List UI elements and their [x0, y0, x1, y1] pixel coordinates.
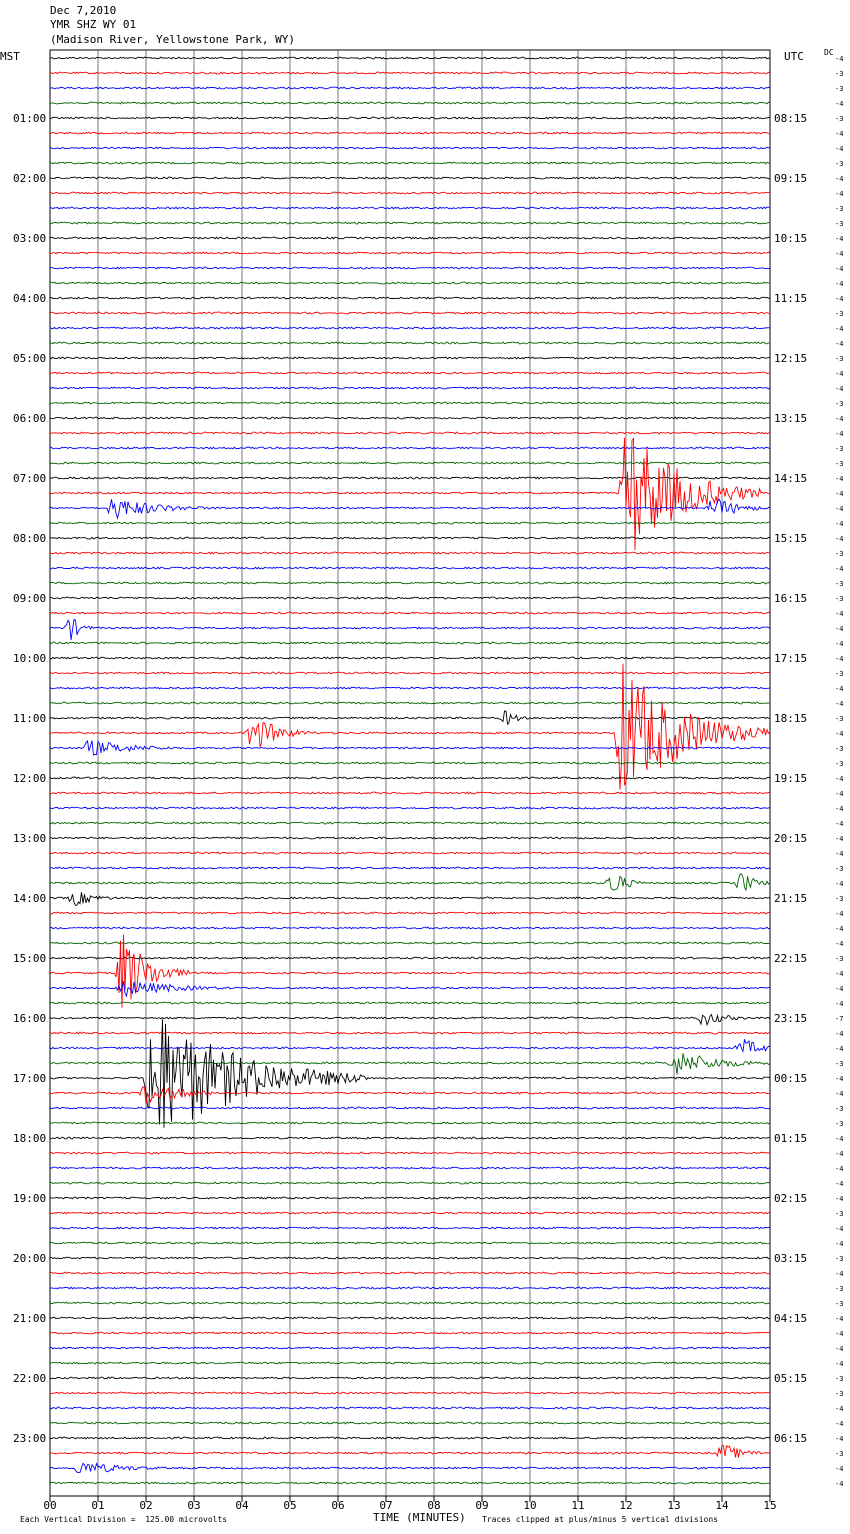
station-label: YMR SHZ WY 01 [50, 18, 137, 31]
trace-row [50, 147, 770, 149]
trace-row [50, 664, 770, 790]
trace-row [50, 597, 770, 599]
hour-label-utc: 11:15 [774, 292, 808, 305]
trace-row [50, 942, 770, 944]
trace-row [50, 1197, 770, 1199]
trace-offset-label: -3 [835, 115, 844, 123]
trace-offset-label: -3 [835, 865, 844, 873]
trace-offset-label: -4 [835, 1180, 844, 1188]
trace-offset-label: -4 [835, 1315, 844, 1323]
x-tick-label: 12 [619, 1499, 633, 1512]
trace-offset-label: -4 [835, 1330, 844, 1338]
trace-row [50, 1152, 770, 1154]
trace-row [50, 312, 770, 314]
plot-date: Dec 7,2010 [50, 4, 117, 17]
trace-offset-label: -4 [835, 295, 844, 303]
trace-row [50, 1019, 770, 1127]
trace-offset-label: -3 [835, 355, 844, 363]
trace-offset-label: -3 [835, 70, 844, 78]
trace-offset-label: -3 [835, 1105, 844, 1113]
trace-offset-label: -4 [835, 925, 844, 933]
hour-label-mst: 15:00 [13, 952, 47, 965]
trace-offset-label: -4 [835, 370, 844, 378]
hour-label-mst: 19:00 [13, 1192, 47, 1205]
trace-row [50, 1317, 770, 1319]
trace-offset-label: -3 [835, 760, 844, 768]
hour-label-utc: 02:15 [774, 1192, 808, 1205]
trace-offset-label: -4 [835, 1435, 844, 1443]
trace-row [50, 177, 770, 179]
trace-row [50, 1437, 770, 1439]
hour-label-mst: 18:00 [13, 1132, 47, 1145]
hour-label-utc: 20:15 [774, 832, 808, 845]
trace-row [50, 762, 770, 764]
trace-offset-label: -4 [835, 55, 844, 63]
hour-label-mst: 11:00 [13, 712, 47, 725]
trace-offset-label: -4 [835, 565, 844, 573]
x-tick-label: 15 [763, 1499, 777, 1512]
trace-row [50, 619, 770, 640]
trace-offset-label: -4 [835, 1405, 844, 1413]
trace-row [50, 672, 770, 674]
trace-offset-label: -4 [835, 1165, 844, 1173]
trace-row [50, 102, 770, 104]
trace-offset-label: -4 [835, 850, 844, 858]
hour-label-utc: 05:15 [774, 1372, 808, 1385]
trace-offset-label: -4 [835, 1135, 844, 1143]
trace-row [50, 837, 770, 839]
trace-offset-label: -3 [835, 1390, 844, 1398]
trace-offset-label: -4 [835, 130, 844, 138]
trace-row [50, 432, 770, 434]
trace-row [50, 342, 770, 344]
trace-row [50, 741, 770, 756]
trace-row [50, 1257, 770, 1259]
trace-offset-label: -3 [835, 445, 844, 453]
trace-offset-label: -4 [835, 1090, 844, 1098]
trace-offset-label: -3 [835, 205, 844, 213]
trace-offset-label: -4 [835, 1030, 844, 1038]
trace-row [50, 1227, 770, 1229]
trace-offset-label: -4 [835, 1075, 844, 1083]
x-tick-label: 05 [283, 1499, 297, 1512]
hour-label-utc: 06:15 [774, 1432, 808, 1445]
x-tick-label: 13 [667, 1499, 681, 1512]
trace-row [50, 327, 770, 329]
trace-offset-label: -4 [835, 340, 844, 348]
trace-offset-label: -7 [835, 1015, 844, 1023]
trace-offset-label: -4 [835, 265, 844, 273]
x-tick-label: 02 [139, 1499, 153, 1512]
hour-label-mst: 03:00 [13, 232, 47, 245]
trace-row [50, 357, 770, 359]
hour-label-mst: 17:00 [13, 1072, 47, 1085]
trace-row [50, 477, 770, 479]
trace-offset-label: -4 [835, 790, 844, 798]
trace-row [50, 57, 770, 59]
trace-offset-label: -3 [835, 1285, 844, 1293]
trace-offset-label: -4 [835, 505, 844, 513]
clip-note: Traces clipped at plus/minus 5 vertical divisions [482, 1515, 719, 1524]
trace-row [50, 892, 770, 905]
hour-label-utc: 13:15 [774, 412, 808, 425]
trace-offset-label: -4 [835, 1270, 844, 1278]
trace-row [50, 438, 770, 550]
trace-row [50, 1362, 770, 1364]
trace-offset-label: -4 [835, 250, 844, 258]
trace-row [50, 222, 770, 224]
trace-row [50, 1392, 770, 1394]
trace-row [50, 612, 770, 614]
trace-row [50, 1287, 770, 1289]
trace-row [50, 462, 770, 464]
hour-label-utc: 21:15 [774, 892, 808, 905]
trace-offset-label: -3 [835, 715, 844, 723]
trace-offset-label: -4 [835, 100, 844, 108]
trace-offset-label: -3 [835, 160, 844, 168]
trace-offset-label: -4 [835, 1360, 844, 1368]
x-tick-label: 10 [523, 1499, 537, 1512]
x-tick-label: 01 [91, 1499, 105, 1512]
trace-offset-label: -4 [835, 1195, 844, 1203]
trace-row [50, 522, 770, 524]
trace-row [50, 687, 770, 689]
trace-offset-label: -4 [835, 775, 844, 783]
trace-offset-label: -4 [835, 145, 844, 153]
trace-row [50, 1182, 770, 1184]
x-tick-label: 03 [187, 1499, 201, 1512]
trace-offset-label: -4 [835, 880, 844, 888]
trace-row [50, 1039, 770, 1051]
trace-row [50, 807, 770, 809]
hour-label-utc: 23:15 [774, 1012, 808, 1025]
trace-row [50, 252, 770, 254]
trace-row [50, 117, 770, 119]
trace-offset-label: -4 [835, 520, 844, 528]
right-timezone-label: UTC [784, 50, 804, 63]
trace-offset-label: -4 [835, 820, 844, 828]
trace-row [50, 282, 770, 284]
x-tick-label: 09 [475, 1499, 489, 1512]
x-tick-label: 00 [43, 1499, 57, 1512]
hour-label-mst: 22:00 [13, 1372, 47, 1385]
trace-row [50, 867, 770, 869]
hour-label-utc: 19:15 [774, 772, 808, 785]
trace-offset-label: -4 [835, 1480, 844, 1488]
hour-label-utc: 22:15 [774, 952, 808, 965]
trace-row [50, 792, 770, 794]
trace-row [50, 87, 770, 89]
trace-row [50, 1167, 770, 1169]
trace-offset-label: -4 [835, 940, 844, 948]
hour-label-mst: 06:00 [13, 412, 47, 425]
trace-offset-label: -4 [835, 730, 844, 738]
trace-offset-label: -3 [835, 1120, 844, 1128]
trace-offset-label: -3 [835, 580, 844, 588]
x-tick-label: 08 [427, 1499, 441, 1512]
trace-offset-label: -4 [835, 385, 844, 393]
hour-label-mst: 13:00 [13, 832, 47, 845]
hour-label-utc: 00:15 [774, 1072, 808, 1085]
hour-label-utc: 14:15 [774, 472, 808, 485]
trace-row [50, 1002, 770, 1004]
trace-row [50, 1332, 770, 1334]
trace-row [50, 1122, 770, 1124]
hour-label-utc: 17:15 [774, 652, 808, 665]
trace-offset-label: -4 [835, 1240, 844, 1248]
hour-label-utc: 08:15 [774, 112, 808, 125]
location-label: (Madison River, Yellowstone Park, WY) [50, 33, 296, 46]
hour-label-mst: 16:00 [13, 1012, 47, 1025]
trace-row [50, 934, 770, 1007]
trace-offset-label: -4 [835, 805, 844, 813]
hour-label-mst: 05:00 [13, 352, 47, 365]
trace-offset-label: -4 [835, 985, 844, 993]
hour-label-utc: 04:15 [774, 1312, 808, 1325]
trace-offset-label: -4 [835, 490, 844, 498]
trace-row [50, 162, 770, 164]
trace-offset-label: -3 [835, 85, 844, 93]
left-timezone-label: MST [0, 50, 20, 63]
hour-label-utc: 03:15 [774, 1252, 808, 1265]
hour-label-mst: 23:00 [13, 1432, 47, 1445]
trace-offset-label: -3 [835, 460, 844, 468]
trace-offset-label: -3 [835, 1255, 844, 1263]
trace-offset-label: -4 [835, 175, 844, 183]
hour-label-utc: 01:15 [774, 1132, 808, 1145]
trace-row [50, 567, 770, 569]
hour-label-mst: 10:00 [13, 652, 47, 665]
hour-label-utc: 16:15 [774, 592, 808, 605]
trace-offset-label: -4 [835, 1000, 844, 1008]
trace-offset-label: -3 [835, 1210, 844, 1218]
trace-row [50, 927, 770, 929]
trace-offset-label: -3 [835, 1375, 844, 1383]
trace-offset-label: -4 [835, 415, 844, 423]
hour-label-mst: 21:00 [13, 1312, 47, 1325]
trace-offset-label: -4 [835, 625, 844, 633]
trace-row [50, 1463, 770, 1472]
trace-offset-label: -3 [835, 1450, 844, 1458]
trace-row [50, 1482, 770, 1484]
scale-note: Each Vertical Division = 125.00 microvolts [20, 1515, 228, 1524]
trace-row [50, 297, 770, 299]
hour-label-mst: 01:00 [13, 112, 47, 125]
trace-row [50, 1212, 770, 1214]
hour-label-mst: 12:00 [13, 772, 47, 785]
trace-offset-label: -3 [835, 595, 844, 603]
trace-offset-label: -4 [835, 1225, 844, 1233]
trace-row [50, 1137, 770, 1139]
dc-label: DC [824, 48, 834, 57]
trace-offset-label: -4 [835, 970, 844, 978]
x-tick-label: 07 [379, 1499, 393, 1512]
trace-offset-label: -3 [835, 1060, 844, 1068]
trace-row [50, 537, 770, 539]
trace-offset-label: -3 [835, 895, 844, 903]
trace-row [50, 852, 770, 854]
hour-label-mst: 14:00 [13, 892, 47, 905]
x-tick-label: 06 [331, 1499, 345, 1512]
x-tick-label: 11 [571, 1499, 585, 1512]
trace-offset-label: -4 [835, 1420, 844, 1428]
trace-row [50, 1272, 770, 1274]
trace-offset-label: -4 [835, 235, 844, 243]
trace-row [50, 372, 770, 374]
x-tick-label: 04 [235, 1499, 249, 1512]
trace-offset-label: -4 [835, 280, 844, 288]
trace-offset-label: -4 [835, 1345, 844, 1353]
hour-label-mst: 20:00 [13, 1252, 47, 1265]
trace-offset-label: -3 [835, 670, 844, 678]
trace-offset-label: -4 [835, 475, 844, 483]
trace-offset-label: -3 [835, 550, 844, 558]
trace-offset-label: -4 [835, 1150, 844, 1158]
hour-label-utc: 15:15 [774, 532, 808, 545]
hour-label-mst: 07:00 [13, 472, 47, 485]
trace-row [50, 417, 770, 419]
trace-row [50, 1347, 770, 1349]
x-tick-label: 14 [715, 1499, 729, 1512]
trace-offset-label: -4 [835, 1045, 844, 1053]
trace-offset-label: -4 [835, 910, 844, 918]
trace-offset-label: -4 [835, 655, 844, 663]
hour-label-mst: 02:00 [13, 172, 47, 185]
trace-offset-label: -3 [835, 220, 844, 228]
trace-row [50, 1107, 770, 1109]
hour-label-mst: 08:00 [13, 532, 47, 545]
trace-offset-label: -3 [835, 1300, 844, 1308]
trace-offset-label: -4 [835, 430, 844, 438]
trace-row [50, 402, 770, 404]
trace-row [50, 957, 770, 959]
trace-row [50, 192, 770, 194]
trace-row [50, 447, 770, 449]
hour-label-mst: 04:00 [13, 292, 47, 305]
trace-offset-label: -4 [835, 835, 844, 843]
trace-row [50, 1242, 770, 1244]
hour-label-utc: 09:15 [774, 172, 808, 185]
hour-label-mst: 09:00 [13, 592, 47, 605]
trace-row [50, 552, 770, 554]
trace-row [50, 642, 770, 644]
trace-row [50, 1422, 770, 1424]
trace-row [50, 132, 770, 134]
trace-row [50, 874, 770, 891]
trace-row [50, 1445, 770, 1458]
x-axis-title: TIME (MINUTES) [373, 1511, 466, 1524]
trace-offset-label: -3 [835, 400, 844, 408]
hour-label-utc: 18:15 [774, 712, 808, 725]
trace-offset-label: -4 [835, 685, 844, 693]
trace-offset-label: -4 [835, 700, 844, 708]
trace-row [50, 267, 770, 269]
trace-offset-label: -3 [835, 745, 844, 753]
trace-offset-label: -4 [835, 640, 844, 648]
trace-row [50, 1032, 770, 1034]
trace-row [50, 822, 770, 824]
trace-row [50, 1377, 770, 1379]
hour-label-utc: 12:15 [774, 352, 808, 365]
trace-row [50, 912, 770, 914]
trace-row [50, 777, 770, 779]
trace-row [50, 981, 770, 996]
trace-row [50, 582, 770, 584]
trace-row [50, 1053, 770, 1074]
trace-offset-label: -3 [835, 310, 844, 318]
trace-row [50, 387, 770, 389]
trace-row [50, 207, 770, 209]
trace-offset-label: -4 [835, 190, 844, 198]
trace-offset-label: -3 [835, 955, 844, 963]
trace-row [50, 1302, 770, 1304]
trace-offset-label: -4 [835, 610, 844, 618]
trace-row [50, 1407, 770, 1409]
hour-label-utc: 10:15 [774, 232, 808, 245]
trace-row [50, 72, 770, 74]
trace-offset-label: -4 [835, 1465, 844, 1473]
trace-row [50, 1015, 770, 1025]
trace-offset-label: -4 [835, 535, 844, 543]
trace-row [50, 657, 770, 659]
trace-offset-label: -4 [835, 325, 844, 333]
trace-row [50, 237, 770, 239]
